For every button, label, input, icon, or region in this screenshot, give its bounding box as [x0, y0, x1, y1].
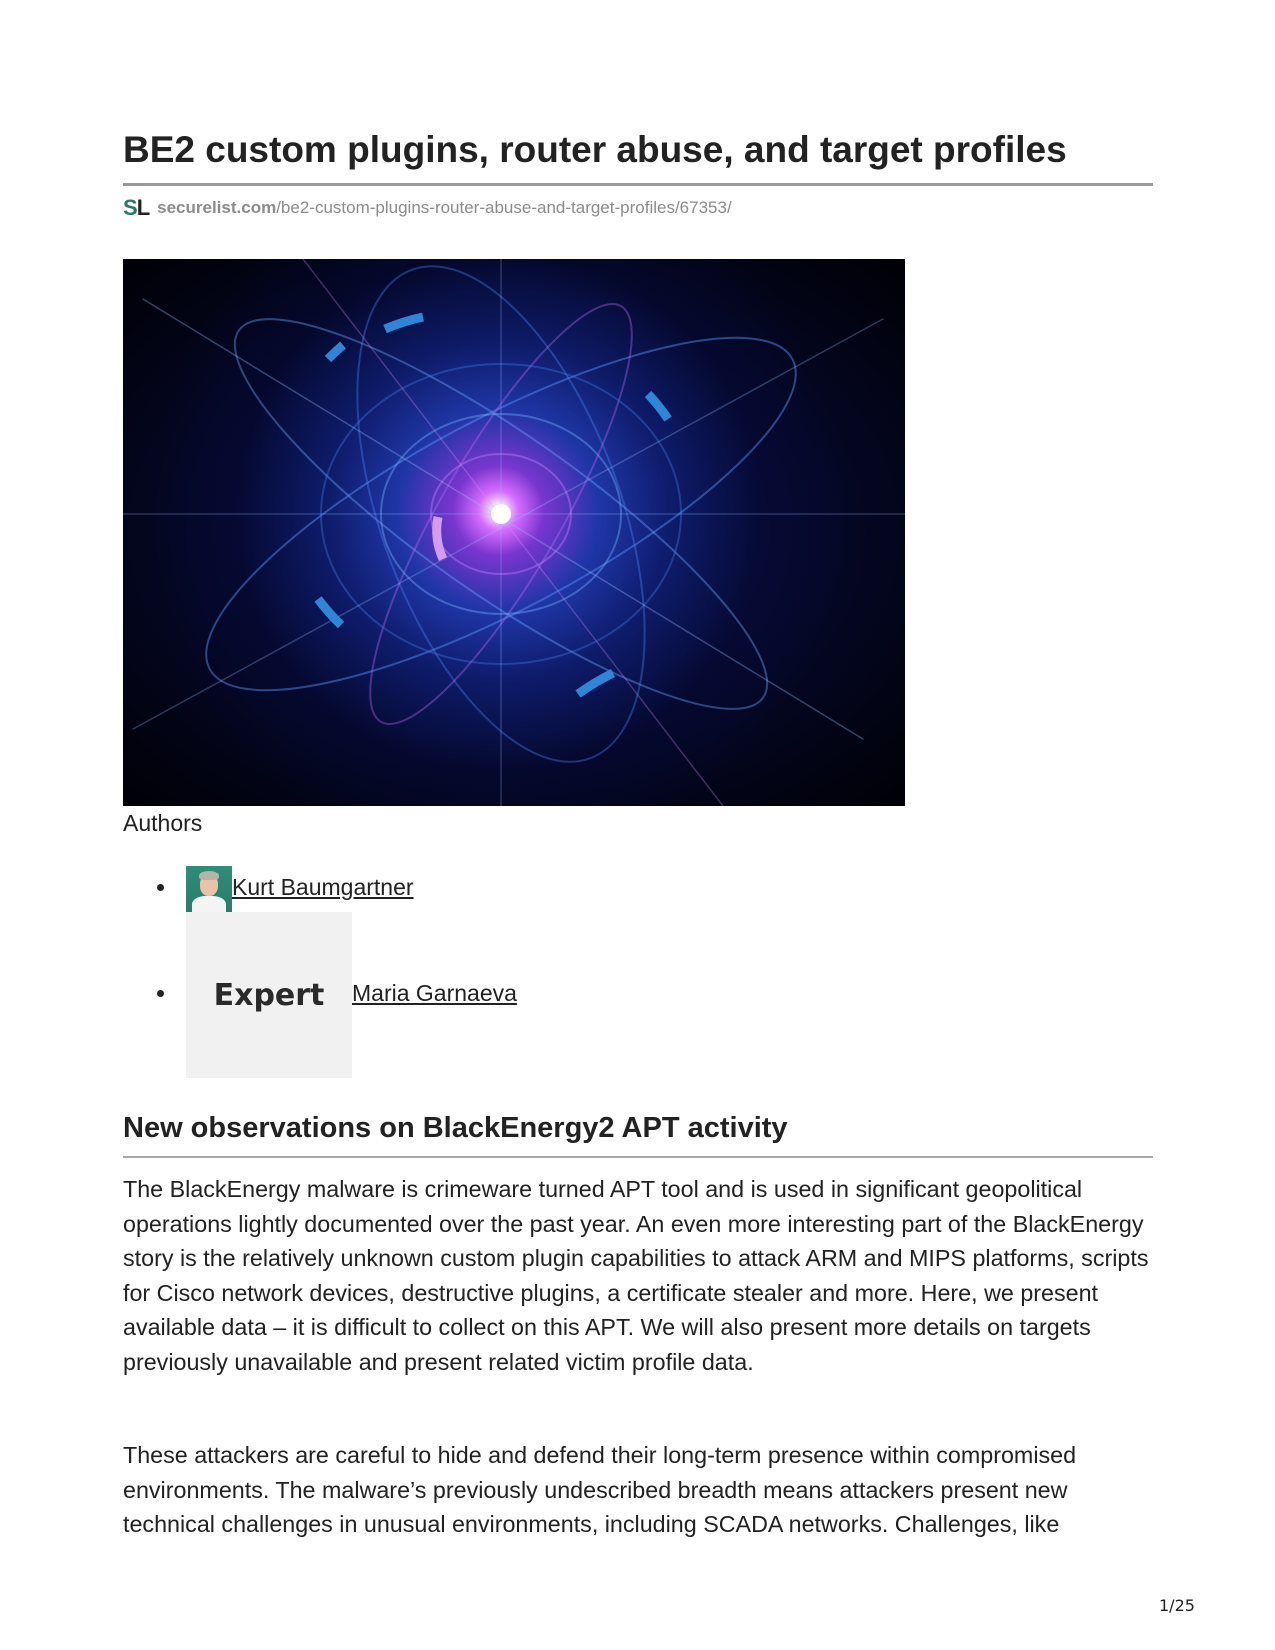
authors-label: Authors: [123, 810, 203, 836]
source-path: /be2-custom-plugins-router-abuse-and-target-profiles/67353/: [276, 198, 732, 217]
expert-label: Expert: [213, 977, 325, 1013]
energy-burst-graphic: [123, 259, 905, 806]
hero-image: [123, 259, 905, 806]
author-avatar: [186, 866, 232, 912]
section-heading: New observations on BlackEnergy2 APT activity: [123, 1112, 788, 1144]
source-line: [123, 196, 732, 220]
author-link-kurt-baumgartner[interactable]: Kurt Baumgartner: [232, 874, 414, 900]
author-link-maria-garnaeva[interactable]: Maria Garnaeva: [352, 980, 517, 1006]
page-number: 1/25: [1159, 1596, 1195, 1615]
section-divider: [123, 1156, 1153, 1158]
title-divider: [123, 183, 1153, 186]
paragraph: These attackers are careful to hide and defend their long-term presence within compromised environments. The malware’s previously undescribed breadth means attackers present new technical challenges in unusual environments, including SCADA networks. Challenges, like: [123, 1442, 1077, 1537]
author-avatar-placeholder: [186, 912, 352, 1078]
source-url[interactable]: [157, 198, 732, 218]
source-domain: securelist.com: [157, 198, 277, 217]
bullet-icon: [157, 884, 164, 891]
securelist-logo-icon: SL: [123, 195, 150, 220]
bullet-icon: [157, 990, 164, 997]
article-title: BE2 custom plugins, router abuse, and target profiles: [123, 129, 1067, 170]
paragraph: The BlackEnergy malware is crimeware turned APT tool and is used in significant geopolitical operations lightly documented over the past year. An even more interesting part of the BlackEnergy story is the relatively unknown custom plugin capabilities to attack ARM and MIPS platforms, scripts for Cisco network devices, destructive plugins, a certificate stealer and more. Here, we present available data – it is difficult to collect on this APT. We will also present more details on targets previously unavailable and present related victim profile data.: [123, 1176, 1149, 1375]
